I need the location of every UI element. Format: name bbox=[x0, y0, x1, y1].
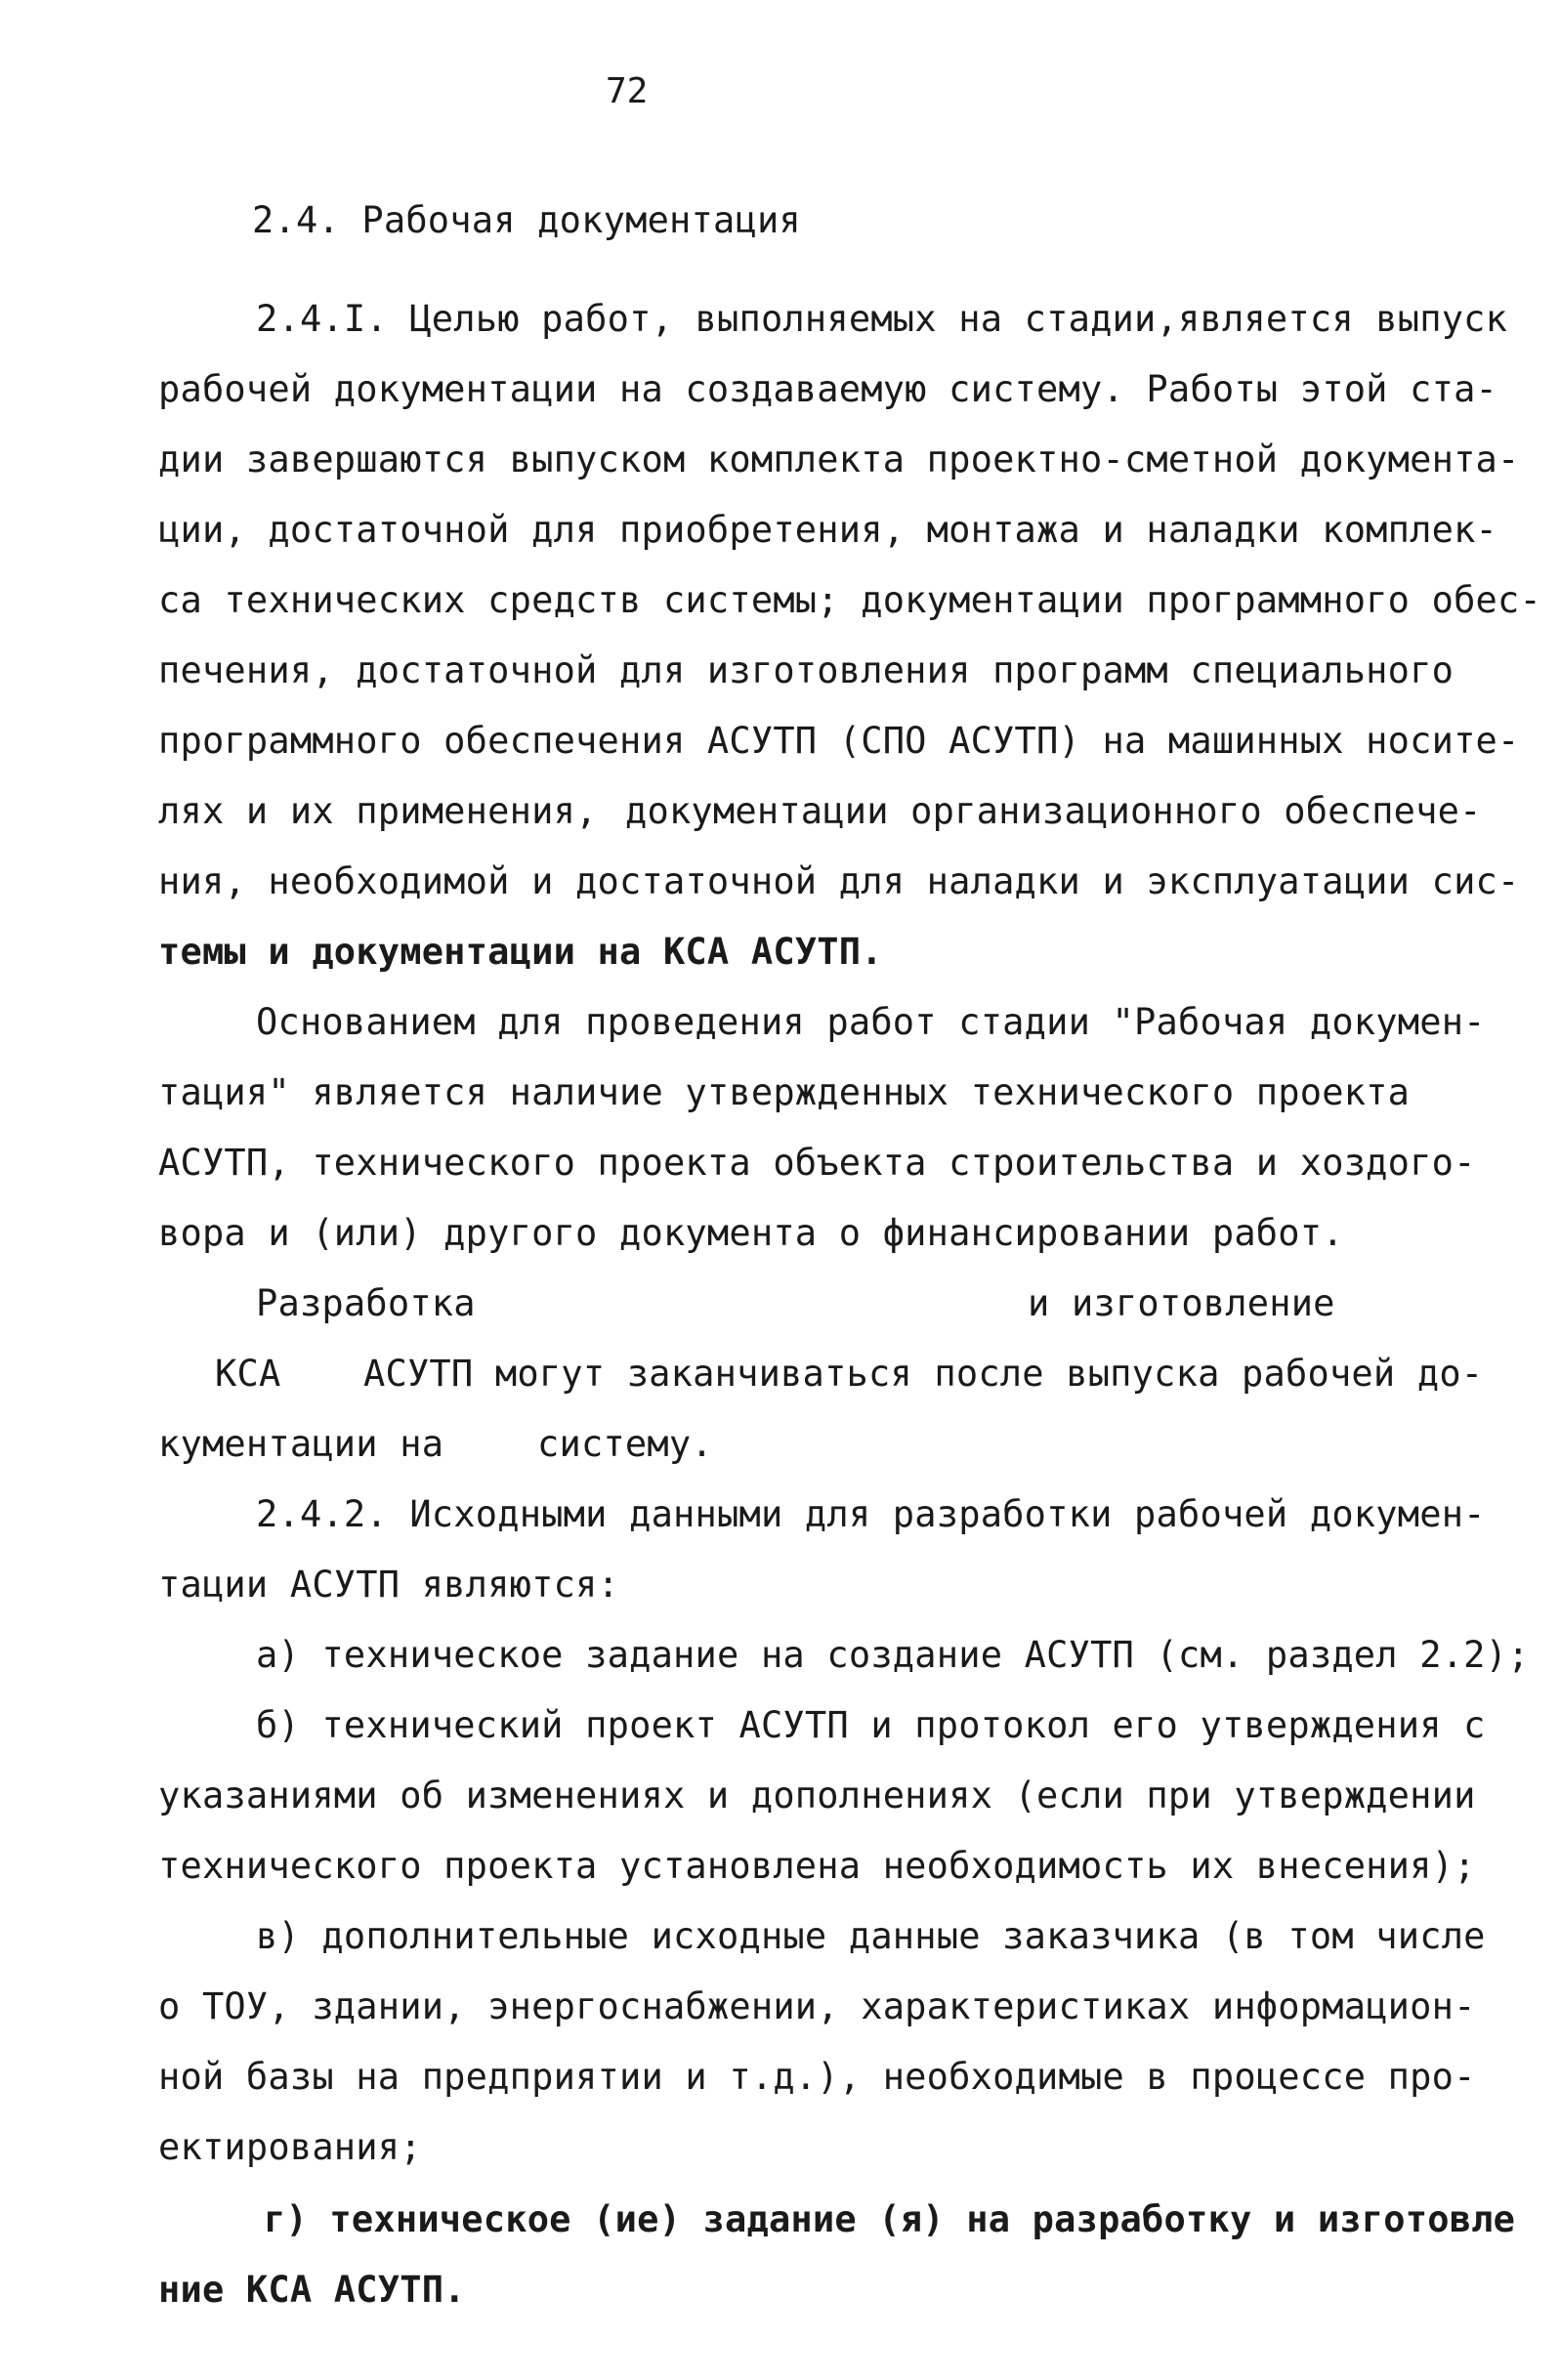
paragraph-line: 2.4.2. Исходными данными для разработки рабочей докумен- bbox=[256, 1493, 1486, 1535]
paragraph-line: кументации на bbox=[158, 1423, 444, 1465]
paragraph-line: вора и (или) другого документа о финансировании работ. bbox=[158, 1212, 1344, 1254]
paragraph-line: ния, необходимой и достаточной для наладки и эксплуатации сис- bbox=[158, 860, 1520, 902]
paragraph-line: Разработка bbox=[256, 1282, 476, 1324]
list-item: технического проекта установлена необходимость их внесения); bbox=[158, 1845, 1476, 1887]
paragraph-line: документации организационного обеспече- bbox=[625, 790, 1482, 832]
paragraph-line: систему. bbox=[537, 1423, 713, 1465]
paragraph-line: дии завершаются выпуском комплекта проектно-сметной документа- bbox=[158, 438, 1520, 480]
paragraph-line: тации АСУТП являются: bbox=[158, 1564, 619, 1606]
paragraph-line: тация" является наличие утвержденных технического проекта bbox=[158, 1071, 1411, 1113]
paragraph-line: печения, достаточной для изготовления программ специального bbox=[158, 649, 1455, 691]
paragraph-line: 2.4.I. Целью работ, выполняемых на стадии,является выпуск bbox=[256, 298, 1508, 340]
paragraph-line: АСУТП, технического проекта объекта строительства и хоздого- bbox=[158, 1142, 1476, 1184]
paragraph-line: са технических средств системы; документации программного обес- bbox=[158, 579, 1541, 621]
paragraph-line: программного обеспечения АСУТП (СПО АСУТП) на машинных носите- bbox=[158, 720, 1520, 762]
list-item: г) техническое (ие) задание (я) на разработку и изготовле bbox=[264, 2198, 1516, 2240]
paragraph-line: Основанием для проведения работ стадии "Рабочая докумен- bbox=[256, 1001, 1486, 1043]
list-item: о ТОУ, здании, энергоснабжении, характеристиках информацион- bbox=[158, 1985, 1476, 2027]
paragraph-line: лях и их применения, bbox=[158, 790, 598, 832]
paragraph-line: ции, достаточной для приобретения, монтажа и наладки комплек- bbox=[158, 509, 1498, 551]
page-number: 72 bbox=[606, 71, 649, 111]
list-item: ектирования; bbox=[158, 2126, 422, 2168]
paragraph-line: и изготовление bbox=[1028, 1282, 1335, 1324]
list-item: а) техническое задание на создание АСУТП (см. раздел 2.2); bbox=[256, 1634, 1530, 1676]
list-item: указаниями об изменениях и дополнениях (если при утверждении bbox=[158, 1775, 1476, 1816]
list-item: в) дополнительные исходные данные заказчика (в том числе bbox=[256, 1915, 1486, 1957]
paragraph-line: темы и документации на КСА АСУТП. bbox=[158, 931, 883, 973]
paragraph-line: АСУТП могут заканчиваться после выпуска рабочей до- bbox=[363, 1353, 1484, 1395]
section-heading: 2.4. Рабочая документация bbox=[252, 199, 801, 241]
list-item: б) технический проект АСУТП и протокол его утверждения с bbox=[256, 1704, 1486, 1746]
list-item: ние КСА АСУТП. bbox=[158, 2269, 466, 2311]
paragraph-line: рабочей документации на создаваемую систему. Работы этой ста- bbox=[158, 368, 1498, 410]
paragraph-line: КСА bbox=[215, 1353, 281, 1395]
list-item: ной базы на предприятии и т.д.), необходимые в процессе про- bbox=[158, 2056, 1476, 2098]
